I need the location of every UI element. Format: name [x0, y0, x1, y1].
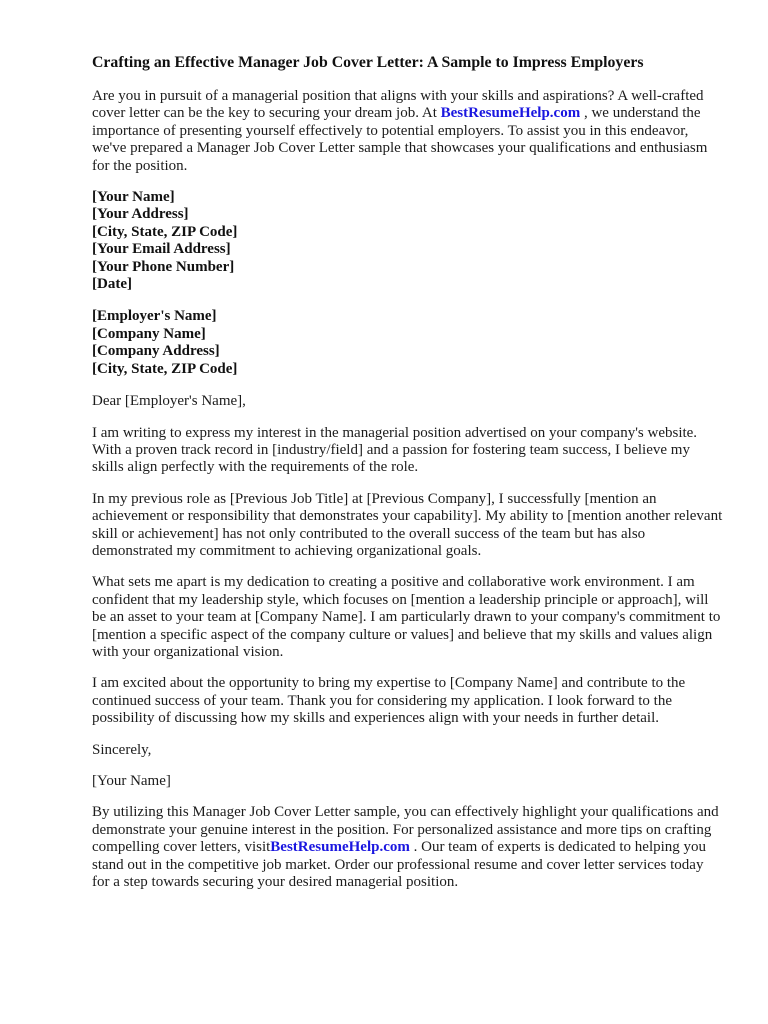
salutation: Dear [Employer's Name],: [92, 393, 246, 410]
outro-text-before-link: By utilizing this Manager Job Cover Letter sample, you can effectively highlight your qualifications and demonstrate your genuine interest in the position. For personalized assistance and more tips on crafting compelling cover letters, visit: [92, 804, 719, 856]
sender-phone: [Your Phone Number]: [92, 258, 235, 275]
bestresumehelp-link-footer[interactable]: BestResumeHelp.com: [270, 839, 410, 856]
bestresumehelp-link[interactable]: BestResumeHelp.com: [440, 105, 581, 122]
body-paragraph-2: In my previous role as [Previous Job Title] at [Previous Company], I successfully [mention an achievement or responsibility that demonstrates your capability]. My ability to [mention another relevant skill or achievement] has not only contributed to the overall success of the team but has also demonstrated my commitment to achieving organizational goals.: [92, 490, 723, 559]
sender-block: [92, 189, 723, 293]
sender-address: [Your Address]: [92, 206, 189, 223]
body-paragraph-4: I am excited about the opportunity to bring my expertise to [Company Name] and contribute to the continued success of your team. Thank you for considering my application. I look forward to the possibility of discussing how my skills and experiences align with your needs in further detail.: [92, 675, 686, 727]
intro-text-before-link: Are you in pursuit of a managerial position that aligns with your skills and aspirations? A well-crafted cover letter can be the key to securing your dream job. At: [92, 88, 704, 122]
outro-text-after-link: . Our team of experts is dedicated to helping you stand out in the competitive job market. Order our professional resume and cover letter services today for a step towards securing your desired managerial position.: [92, 839, 707, 891]
letter-date: [Date]: [92, 276, 132, 293]
recipient-name: [Employer's Name]: [92, 308, 217, 325]
sender-name: [Your Name]: [92, 189, 175, 206]
sender-email: [Your Email Address]: [92, 241, 231, 258]
intro-paragraph: [92, 88, 723, 175]
outro-paragraph: [92, 804, 723, 891]
page-title: Crafting an Effective Manager Job Cover Letter: A Sample to Impress Employers: [92, 54, 644, 71]
recipient-company: [Company Name]: [92, 325, 206, 342]
closing: Sincerely,: [92, 741, 152, 758]
signature: [Your Name]: [92, 773, 171, 789]
body-paragraph-1: I am writing to express my interest in the managerial position advertised on your company's website. With a proven track record in [industry/field] and a passion for fostering team success, I believe my skills align perfectly with the requirements of the role.: [92, 424, 698, 476]
recipient-company-address: [Company Address]: [92, 343, 220, 360]
intro-text-after-link: , we understand the importance of presenting yourself effectively to potential employers. To assist you in this endeavor, we've prepared a Manager Job Cover Letter sample that showcases your qualifications and enthusiasm for the position.: [92, 105, 708, 174]
sender-city-state-zip: [City, State, ZIP Code]: [92, 223, 238, 240]
body-paragraph-3: What sets me apart is my dedication to creating a positive and collaborative work environment. I am confident that my leadership style, which focuses on [mention a leadership principle or approach], will be an asset to your team at [Company Name]. I am particularly drawn to your company's commitment to [mention a specific aspect of the company culture or values] and believe that my skills and values align with your organizational vision.: [92, 574, 721, 660]
recipient-city-state-zip: [City, State, ZIP Code]: [92, 360, 238, 377]
recipient-block: [92, 308, 723, 378]
